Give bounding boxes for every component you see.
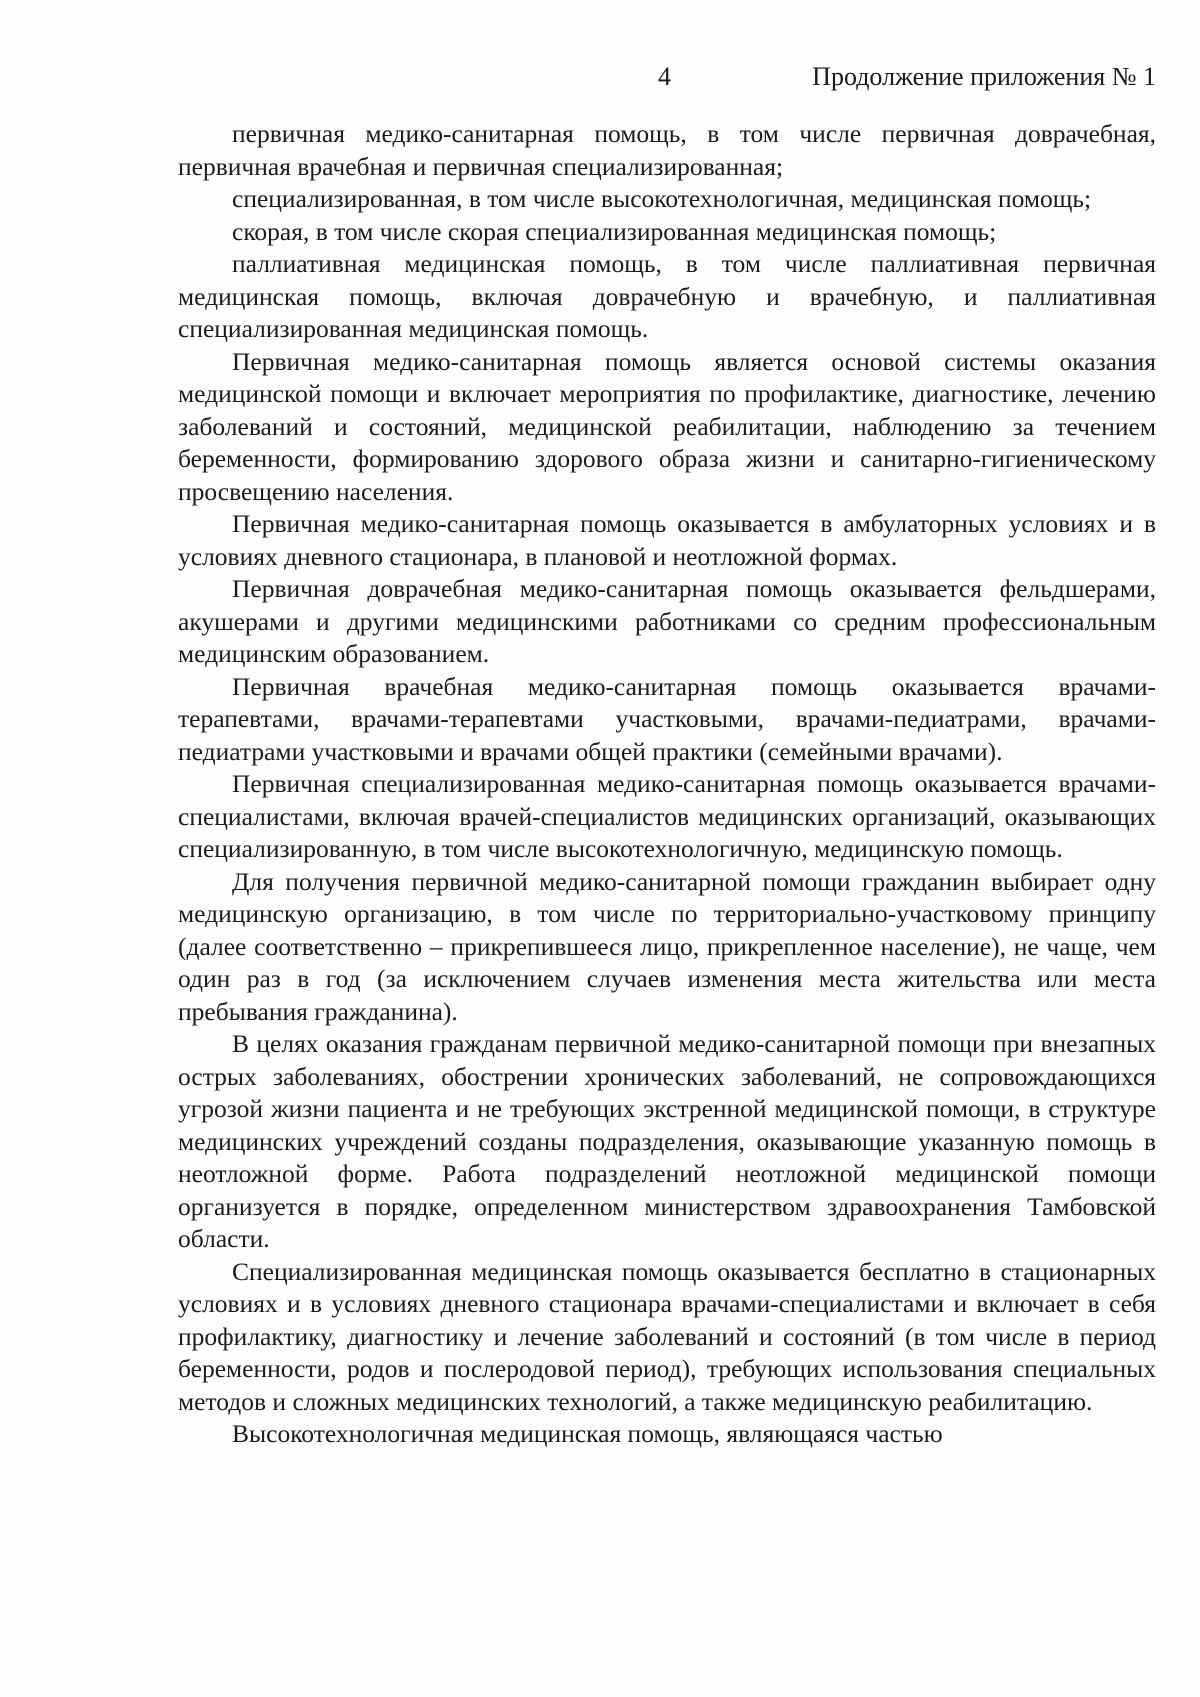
paragraph-urgent-care-units: В целях оказания гражданам первичной медико-санитарной помощи при внезапных острых заболеваниях, обострении хронических заболеваний, не сопровождающихся угрозой жизни пациента и не требующих экстренной медицинской помощи, в структуре медицинских учреждений созданы подразделения, оказывающие указанную помощь в неотложной форме. Работа подразделений неотложной медицинской помощи организуется в порядке, определенном министерством здравоохранения Тамбовской области. — [178, 1029, 1156, 1253]
paragraph-specialized-primary-care: Первичная специализированная медико-санитарная помощь оказывается врачами-специалистами, включая врачей-специалистов медицинских организаций, оказывающих специализированную, в том числе высокотехнологичную, медицинскую помощь. — [178, 769, 1156, 863]
paragraph-specialized-care: специализированная, в том числе высокотехнологичная, медицинская помощь; — [232, 184, 1092, 213]
document-body — [178, 118, 1156, 1451]
paragraph-primary-care-conditions: Первичная медико-санитарная помощь оказывается в амбулаторных условиях и в условиях дневного стационара, в плановой и неотложной формах. — [178, 509, 1156, 571]
page-number: 4 — [658, 62, 671, 91]
paragraph-organization-choice: Для получения первичной медико-санитарной помощи гражданин выбирает одну медицинскую организацию, в том числе по территориально-участковому принципу (далее соответственно – прикрепившееся лицо, прикрепленное население), не чаще, чем один раз в год (за исключением случаев изменения места жительства или места пребывания гражданина). — [178, 866, 1156, 1026]
paragraph-medical-primary-care: Первичная врачебная медико-санитарная помощь оказывается врачами-терапевтами, врачами-терапевтами участковыми, врачами-педиатрами, врачами-педиатрами участковыми и врачами общей практики (семейными врачами). — [178, 671, 1156, 766]
appendix-continuation-title: Продолжение приложения № 1 — [812, 62, 1156, 91]
paragraph-high-tech-care: Высокотехнологичная медицинская помощь, являющаяся частью — [232, 1419, 943, 1448]
paragraph-primary-care-types: первичная медико-санитарная помощь, в том числе первичная доврачебная, первичная врачебная и первичная специализированная; — [178, 119, 1156, 181]
paragraph-pre-medical-care: Первичная доврачебная медико-санитарная помощь оказывается фельдшерами, акушерами и другими медицинскими работниками со средним профессиональным медицинским образованием. — [178, 574, 1156, 668]
paragraph-emergency-care: скорая, в том числе скорая специализированная медицинская помощь; — [232, 216, 997, 246]
page-header — [0, 62, 1200, 102]
paragraph-palliative-care: паллиативная медицинская помощь, в том числе паллиативная первичная медицинская помощь, включая доврачебную и врачебную, и паллиативная специализированная медицинская помощь. — [178, 249, 1156, 343]
paragraph-specialized-care-details: Специализированная медицинская помощь оказывается бесплатно в стационарных условиях и в условиях дневного стационара врачами-специалистами и включает в себя профилактику, диагностику и лечение заболеваний и состояний (в том числе в период беременности, родов и послеродовой период), требующих использования специальных методов и сложных медицинских технологий, а также медицинскую реабилитацию. — [178, 1256, 1156, 1416]
paragraph-primary-care-basis: Первичная медико-санитарная помощь является основой системы оказания медицинской помощи и включает мероприятия по профилактике, диагностике, лечению заболеваний и состояний, медицинской реабилитации, наблюдению за течением беременности, формированию здорового образа жизни и санитарно-гигиеническому просвещению населения. — [178, 346, 1156, 506]
